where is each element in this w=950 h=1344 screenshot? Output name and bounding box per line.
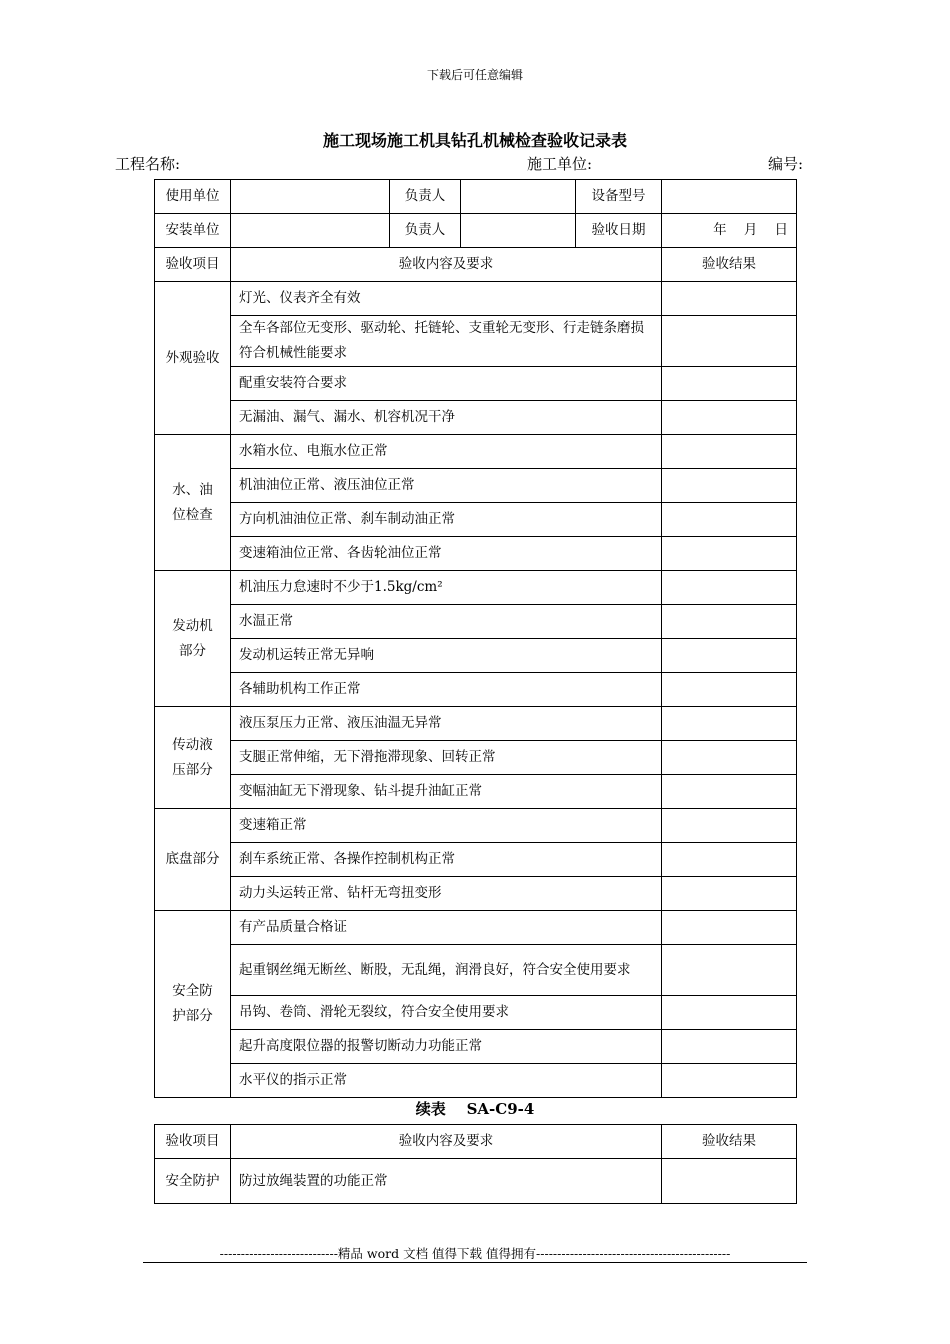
result-cell[interactable]	[662, 282, 797, 316]
column-header-row	[155, 248, 797, 282]
requirement-cell: 全车各部位无变形、驱动轮、托链轮、支重轮无变形、行走链条磨损符合机械性能要求	[231, 316, 662, 367]
table-row	[155, 537, 797, 571]
result-cell[interactable]	[662, 911, 797, 945]
requirement-cell: 变幅油缸无下滑现象、钻斗提升油缸正常	[231, 775, 662, 809]
table-row	[155, 945, 797, 996]
category-cell: 底盘部分	[155, 809, 231, 911]
project-name-label: 工程名称:	[115, 155, 181, 173]
table-row	[155, 1030, 797, 1064]
install-person-value[interactable]	[461, 214, 576, 248]
category-cell: 发动机 部分	[155, 571, 231, 707]
table-row	[155, 1159, 797, 1204]
table-row	[155, 316, 797, 367]
table-row	[155, 996, 797, 1030]
result-cell[interactable]	[662, 401, 797, 435]
requirement-cell: 支腿正常伸缩，无下滑拖滞现象、回转正常	[231, 741, 662, 775]
result-cell[interactable]	[662, 367, 797, 401]
requirement-cell: 液压泵压力正常、液压油温无异常	[231, 707, 662, 741]
requirement-cell: 水平仪的指示正常	[231, 1064, 662, 1098]
requirement-cell: 方向机油油位正常、刹车制动油正常	[231, 503, 662, 537]
category-cell: 安全防护	[155, 1159, 231, 1204]
result-cell[interactable]	[662, 741, 797, 775]
content-column-header: 验收内容及要求	[231, 248, 662, 282]
requirement-cell: 有产品质量合格证	[231, 911, 662, 945]
result-cell[interactable]	[662, 996, 797, 1030]
result-cell[interactable]	[662, 503, 797, 537]
requirement-cell: 变速箱正常	[231, 809, 662, 843]
table-row	[155, 639, 797, 673]
person-in-charge-value[interactable]	[461, 180, 576, 214]
acceptance-date-label: 验收日期	[576, 214, 662, 248]
requirement-cell: 起重钢丝绳无断丝、断股，无乱绳，润滑良好，符合安全使用要求	[231, 945, 662, 996]
footer-divider	[143, 1262, 807, 1263]
requirement-cell: 机油压力怠速时不少于1.5kg/cm²	[231, 571, 662, 605]
table-row	[155, 843, 797, 877]
table-row	[155, 435, 797, 469]
result-cell[interactable]	[662, 877, 797, 911]
use-unit-label: 使用单位	[155, 180, 231, 214]
table-row	[155, 911, 797, 945]
table-row	[155, 877, 797, 911]
person-in-charge-label: 负责人	[390, 180, 461, 214]
result-cell[interactable]	[662, 673, 797, 707]
table-row	[155, 367, 797, 401]
result-cell[interactable]	[662, 605, 797, 639]
requirement-cell: 无漏油、漏气、漏水、机容机况干净	[231, 401, 662, 435]
equipment-model-label: 设备型号	[576, 180, 662, 214]
result-cell[interactable]	[662, 537, 797, 571]
requirement-cell: 配重安装符合要求	[231, 367, 662, 401]
info-row-use	[155, 180, 797, 214]
result-cell[interactable]	[662, 809, 797, 843]
result-cell[interactable]	[662, 435, 797, 469]
result-cell[interactable]	[662, 1030, 797, 1064]
content-column-header: 验收内容及要求	[231, 1125, 662, 1159]
continuation-title: 续表 SA-C9-4	[415, 1100, 535, 1118]
category-cell: 外观验收	[155, 282, 231, 435]
info-row-install	[155, 214, 797, 248]
requirement-cell: 发动机运转正常无异响	[231, 639, 662, 673]
table-row	[155, 401, 797, 435]
footer-text: ----------------------------精品 word 文档 值得下载 值得拥有----------------------------------------------	[219, 1246, 731, 1261]
continuation-header-row	[155, 1125, 797, 1159]
requirement-cell: 各辅助机构工作正常	[231, 673, 662, 707]
requirement-cell: 起升高度限位器的报警切断动力功能正常	[231, 1030, 662, 1064]
result-cell[interactable]	[662, 639, 797, 673]
requirement-cell: 水温正常	[231, 605, 662, 639]
top-note: 下载后可任意编辑	[426, 68, 523, 82]
table-row	[155, 673, 797, 707]
continuation-table	[154, 1124, 797, 1204]
install-unit-value[interactable]	[231, 214, 390, 248]
table-row	[155, 605, 797, 639]
requirement-cell: 水箱水位、电瓶水位正常	[231, 435, 662, 469]
result-cell[interactable]	[662, 945, 797, 996]
requirement-cell: 防过放绳装置的功能正常	[231, 1159, 662, 1204]
result-cell[interactable]	[662, 1159, 797, 1204]
result-cell[interactable]	[662, 1064, 797, 1098]
category-cell: 传动液 压部分	[155, 707, 231, 809]
table-row	[155, 741, 797, 775]
requirement-cell: 灯光、仪表齐全有效	[231, 282, 662, 316]
result-column-header: 验收结果	[662, 1125, 797, 1159]
table-row	[155, 707, 797, 741]
result-cell[interactable]	[662, 571, 797, 605]
record-number-label: 编号:	[767, 155, 803, 173]
table-row	[155, 1064, 797, 1098]
result-cell[interactable]	[662, 316, 797, 367]
inspection-table	[154, 179, 797, 1098]
item-column-header: 验收项目	[155, 248, 231, 282]
acceptance-date-value[interactable]: 年 月 日	[662, 214, 797, 248]
equipment-model-value[interactable]	[662, 180, 797, 214]
requirement-cell: 刹车系统正常、各操作控制机构正常	[231, 843, 662, 877]
result-column-header: 验收结果	[662, 248, 797, 282]
result-cell[interactable]	[662, 775, 797, 809]
requirement-cell: 吊钩、卷筒、滑轮无裂纹，符合安全使用要求	[231, 996, 662, 1030]
table-row	[155, 571, 797, 605]
result-cell[interactable]	[662, 707, 797, 741]
form-header	[115, 153, 803, 175]
table-row	[155, 775, 797, 809]
category-cell: 水、油 位检查	[155, 435, 231, 571]
table-row	[155, 503, 797, 537]
install-person-label: 负责人	[390, 214, 461, 248]
category-cell: 安全防 护部分	[155, 911, 231, 1098]
result-cell[interactable]	[662, 469, 797, 503]
table-row	[155, 282, 797, 316]
item-column-header: 验收项目	[155, 1125, 231, 1159]
table-row	[155, 809, 797, 843]
result-cell[interactable]	[662, 843, 797, 877]
install-unit-label: 安装单位	[155, 214, 231, 248]
use-unit-value[interactable]	[231, 180, 390, 214]
construction-unit-label: 施工单位:	[527, 155, 593, 173]
requirement-cell: 变速箱油位正常、各齿轮油位正常	[231, 537, 662, 571]
table-row	[155, 469, 797, 503]
requirement-cell: 机油油位正常、液压油位正常	[231, 469, 662, 503]
requirement-cell: 动力头运转正常、钻杆无弯扭变形	[231, 877, 662, 911]
page-title: 施工现场施工机具钻孔机械检查验收记录表	[322, 131, 627, 150]
